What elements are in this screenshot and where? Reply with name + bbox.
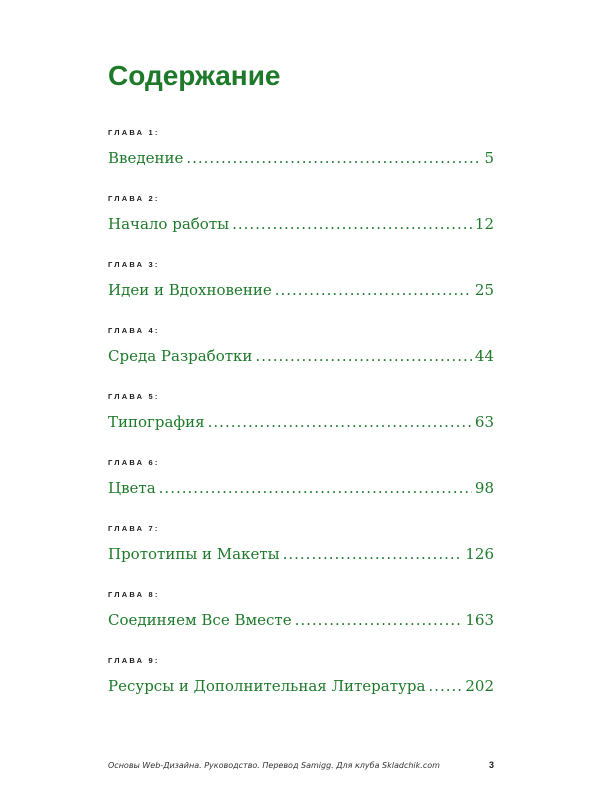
chapter-title: Цвета [108, 479, 156, 497]
footer-page-number: 3 [488, 760, 494, 770]
chapter-label: ГЛАВА 9: [108, 656, 160, 665]
dot-leader [186, 149, 481, 167]
toc-row [108, 281, 494, 299]
dot-leader [255, 347, 472, 365]
toc-entry-chapter-8[interactable] [108, 590, 494, 629]
chapter-label: ГЛАВА 8: [108, 590, 160, 599]
page-number: 44 [474, 347, 494, 365]
toc-entry-chapter-7[interactable] [108, 524, 494, 563]
chapter-title: Типография [108, 413, 205, 431]
toc-row [108, 413, 494, 431]
toc-entry-chapter-2[interactable] [108, 194, 494, 233]
page-number: 5 [484, 149, 494, 167]
toc-entry-chapter-3[interactable] [108, 260, 494, 299]
page-footer [108, 760, 494, 770]
chapter-title: Прототипы и Макеты [108, 545, 280, 563]
toc-row [108, 479, 494, 497]
chapter-label: ГЛАВА 3: [108, 260, 160, 269]
dot-leader [428, 677, 462, 695]
dot-leader [232, 215, 472, 233]
toc-entry-chapter-1[interactable] [108, 128, 494, 167]
dot-leader [208, 413, 472, 431]
chapter-title: Ресурсы и Дополнительная Литература [108, 677, 426, 695]
toc-row [108, 677, 494, 695]
dot-leader [283, 545, 463, 563]
toc-row [108, 149, 494, 167]
page-number: 12 [474, 215, 494, 233]
page-number: 98 [474, 479, 494, 497]
toc-row [108, 215, 494, 233]
page-number: 25 [474, 281, 494, 299]
toc-entry-chapter-6[interactable] [108, 458, 494, 497]
page-title: Содержание [108, 60, 281, 91]
footer-text: Основы Web-Дизайна. Руководство. Перевод Samigg. Для клуба Skladchik.com [108, 761, 440, 770]
chapter-label: ГЛАВА 2: [108, 194, 160, 203]
dot-leader [295, 611, 463, 629]
chapter-title: Начало работы [108, 215, 230, 233]
dot-leader [159, 479, 472, 497]
chapter-label: ГЛАВА 1: [108, 128, 160, 137]
toc-row [108, 611, 494, 629]
page-number: 63 [474, 413, 494, 431]
toc-entry-chapter-9[interactable] [108, 656, 494, 695]
chapter-title: Идеи и Вдохновение [108, 281, 272, 299]
page-number: 163 [465, 611, 494, 629]
chapter-title: Введение [108, 149, 184, 167]
page-number: 126 [465, 545, 494, 563]
chapter-label: ГЛАВА 4: [108, 326, 160, 335]
chapter-label: ГЛАВА 7: [108, 524, 160, 533]
page-number: 202 [465, 677, 494, 695]
toc-row [108, 545, 494, 563]
toc-row [108, 347, 494, 365]
chapter-label: ГЛАВА 5: [108, 392, 160, 401]
chapter-title: Среда Разработки [108, 347, 253, 365]
chapter-label: ГЛАВА 6: [108, 458, 160, 467]
dot-leader [275, 281, 472, 299]
chapter-title: Соединяем Все Вместе [108, 611, 292, 629]
toc-entry-chapter-5[interactable] [108, 392, 494, 431]
toc-entry-chapter-4[interactable] [108, 326, 494, 365]
